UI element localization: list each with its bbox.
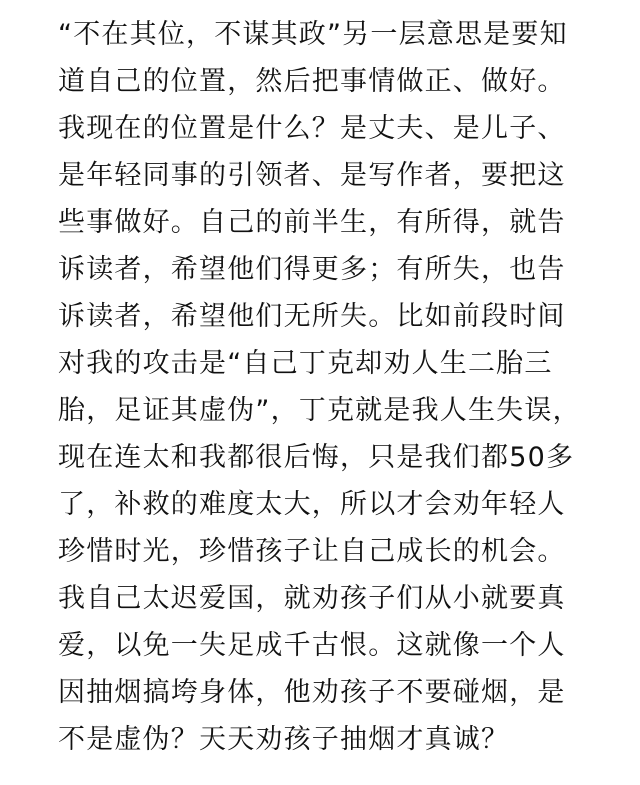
text-line: 不是虚伪？天天劝孩子抽烟才真诚？ [58, 724, 510, 755]
text-line: 因抽烟搞垮身体，他劝孩子不要碰烟，是 [58, 677, 566, 708]
text-line: 我自己太迟爱国，就劝孩子们从小就要真 [58, 583, 566, 614]
text-line: 些事做好。自己的前半生，有所得，就告 [58, 207, 566, 238]
text-line: 是年轻同事的引领者、是写作者，要把这 [58, 160, 566, 191]
text-line: 珍惜时光，珍惜孩子让自己成长的机会。 [58, 536, 566, 567]
text-line: 现在连太和我都很后悔，只是我们都50多 [58, 442, 575, 473]
text-line: 道自己的位置，然后把事情做正、做好。 [58, 66, 566, 97]
text-line: “不在其位，不谋其政”另一层意思是要知 [58, 19, 568, 50]
text-line: 胎，足证其虚伪”，丁克就是我人生失误， [58, 395, 581, 426]
text-line: 爱，以免一失足成千古恨。这就像一个人 [58, 630, 566, 661]
text-line: 对我的攻击是“自己丁克却劝人生二胎三 [58, 348, 553, 379]
text-line: 我现在的位置是什么？是丈夫、是儿子、 [58, 113, 566, 144]
text-line: 了，补救的难度太大，所以才会劝年轻人 [58, 489, 566, 520]
text-line: 诉读者，希望他们无所失。比如前段时间 [58, 301, 566, 332]
text-line: 诉读者，希望他们得更多；有所失，也告 [58, 254, 566, 285]
